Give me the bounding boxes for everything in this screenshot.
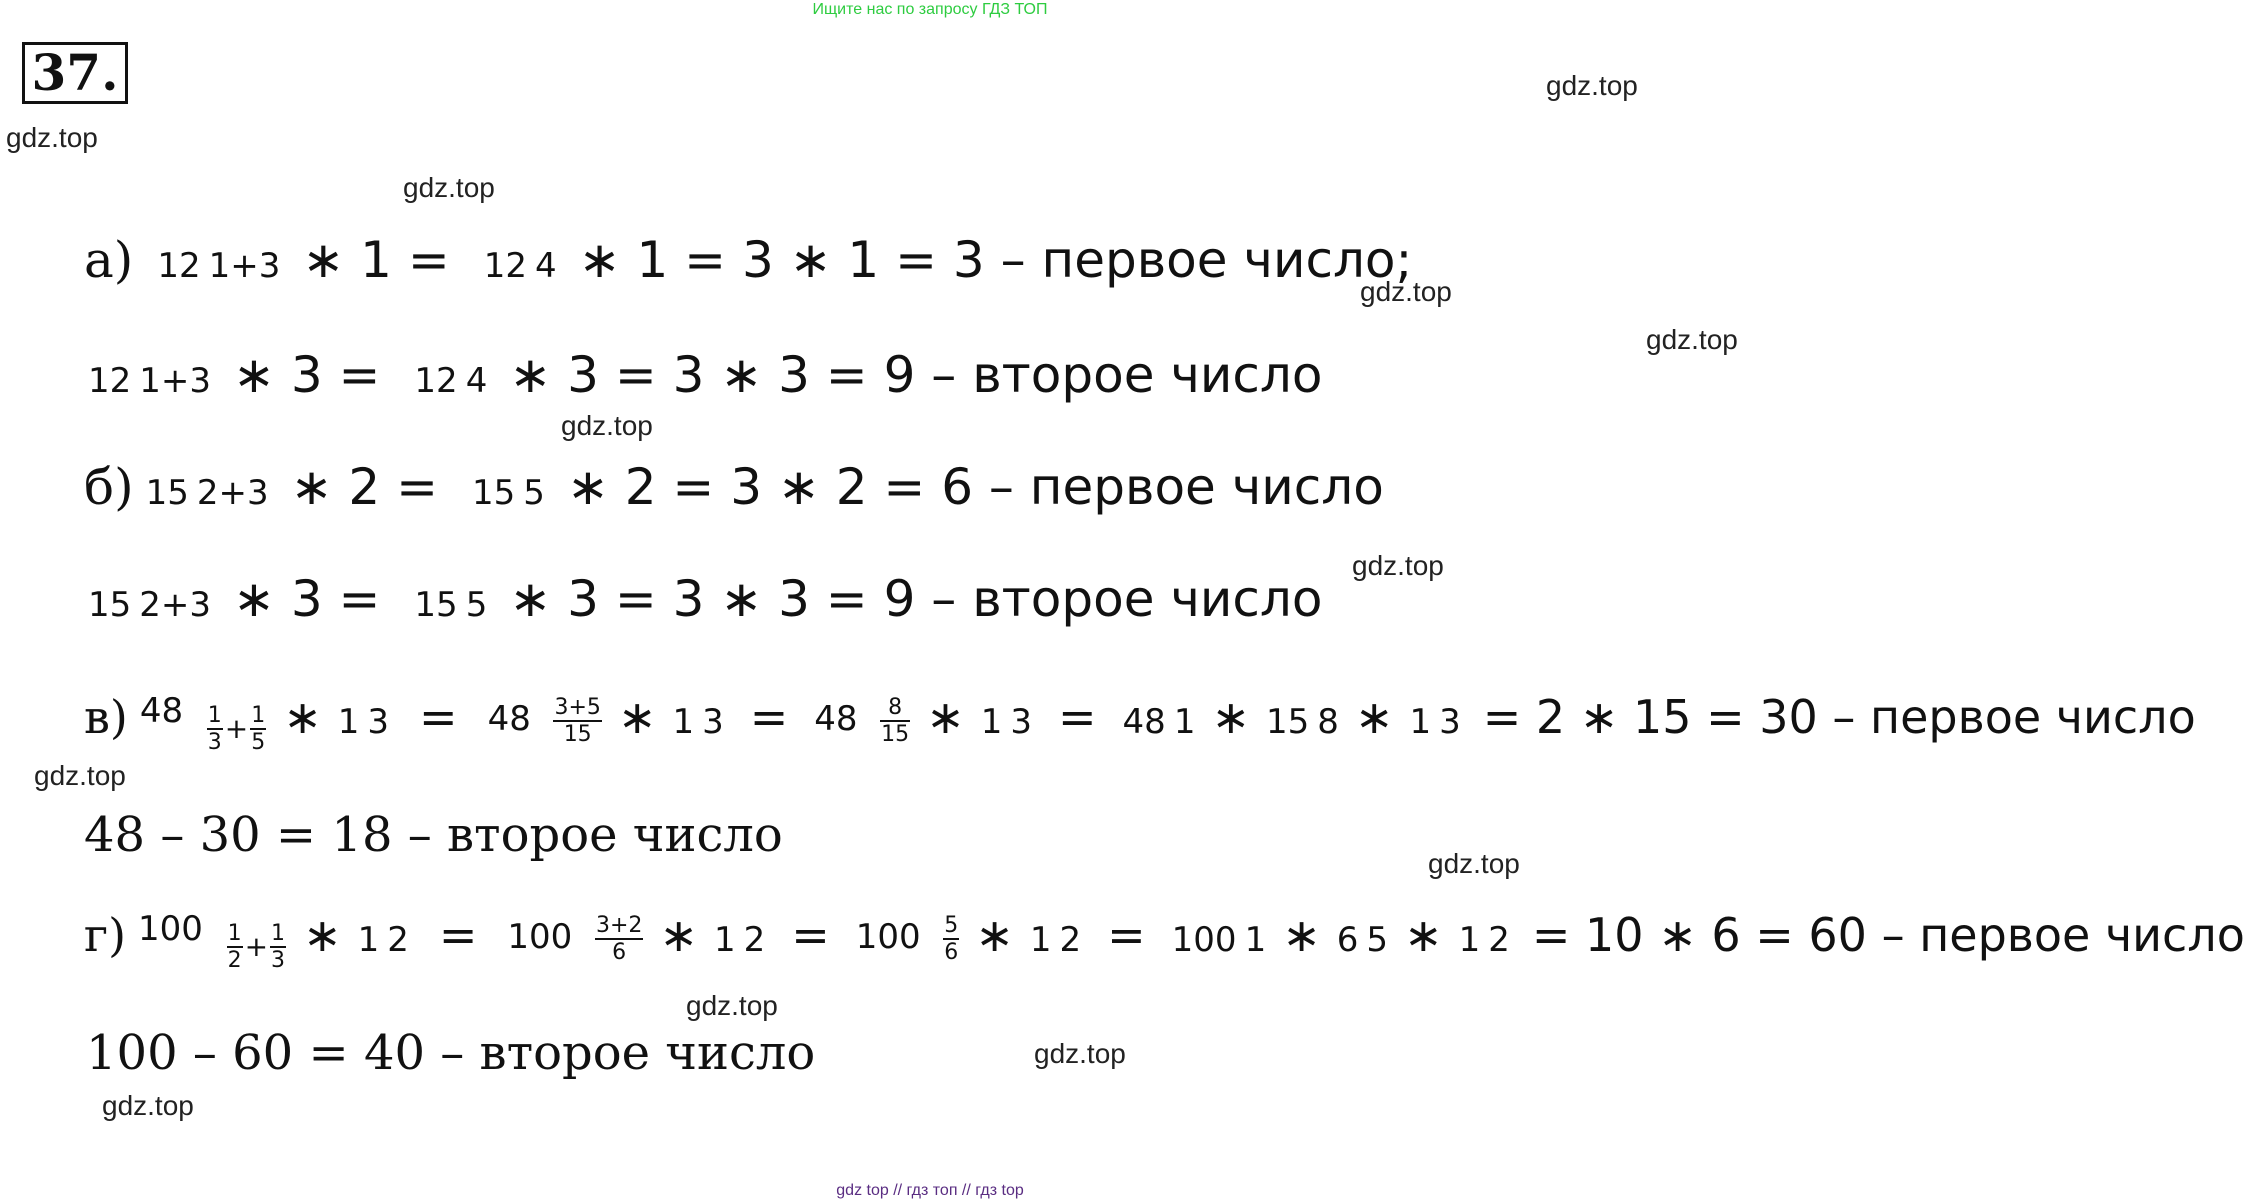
fraction: 12 1+3 (88, 361, 212, 401)
part-label: б) (84, 458, 134, 516)
fraction: 15 5 (472, 473, 545, 513)
multiply-sign: ∗ (659, 908, 698, 962)
equals-sign: = (791, 908, 830, 962)
part-label: в) (84, 690, 128, 744)
multiply-sign: ∗ (1211, 690, 1250, 744)
search-banner: Ищите нас по запросу ГДЗ ТОП (812, 1, 1048, 18)
expression: = 2 ∗ 15 = 30 – первое число (1482, 690, 2196, 744)
watermark: gdz.top (403, 172, 495, 203)
fraction: 15 8 (1266, 702, 1339, 742)
expression: ∗ 3 = 3 ∗ 3 = 9 – второе число (509, 346, 1323, 404)
expression: ∗ 1 = 3 ∗ 1 = 3 – первое число; (578, 231, 1413, 289)
footer-links: gdz top // гдз топ // гдз top (836, 1182, 1024, 1199)
fraction: 100 $\frac{3+2}{6}$ (507, 912, 643, 965)
watermark: gdz.top (1352, 550, 1444, 581)
fraction: 1 3 (672, 702, 724, 742)
expression: ∗ 2 = (290, 458, 439, 516)
part-label: а) (84, 231, 134, 289)
fraction: 15 5 (414, 585, 488, 625)
solution-line-g2 (86, 998, 815, 1108)
multiply-sign: ∗ (1354, 690, 1394, 744)
fraction: 48 $\frac{1}{3}$ + $\frac{1}{5}$ (139, 691, 266, 755)
multiply-sign: ∗ (617, 690, 657, 744)
fraction: 100 $\frac{5}{6}$ (855, 912, 959, 965)
fraction: 1 2 (1029, 920, 1082, 960)
solution-line-v1 (84, 662, 2206, 772)
multiply-sign: ∗ (926, 690, 965, 744)
solution-line-a1 (84, 205, 1422, 315)
fraction: 48 $\frac{3+5}{15}$ (487, 694, 601, 747)
multiply-sign: ∗ (975, 908, 1014, 962)
task-number-box: 37. (22, 42, 128, 104)
multiply-sign: ∗ (1404, 908, 1443, 962)
fraction: 1 3 (337, 702, 390, 742)
solution-line-v2 (84, 780, 783, 890)
expression: ∗ 1 = (302, 231, 450, 289)
fraction: 48 $\frac{8}{15}$ (814, 694, 910, 747)
expression: = 10 ∗ 6 = 60 – первое число (1531, 908, 2245, 962)
equals-sign: = (749, 690, 789, 744)
watermark: gdz.top (6, 122, 98, 153)
fraction: 1 2 (713, 920, 766, 960)
fraction: 100 1 (1171, 920, 1267, 960)
multiply-sign: ∗ (283, 690, 322, 744)
watermark: gdz.top (102, 1090, 194, 1121)
fraction: 48 1 (1122, 702, 1196, 742)
fraction: 15 2+3 (145, 473, 269, 513)
watermark: gdz.top (1546, 70, 1638, 101)
solution-line-a2 (76, 320, 1332, 430)
watermark: gdz.top (561, 410, 653, 441)
multiply-sign: ∗ (303, 908, 342, 962)
solution-line-b1 (84, 432, 1394, 542)
fraction: 12 1+3 (157, 246, 281, 286)
fraction: 15 2+3 (88, 585, 212, 625)
fraction: 12 4 (414, 361, 488, 401)
solution-line-g1 (84, 880, 2255, 990)
multiply-sign: ∗ (1282, 908, 1321, 962)
fraction: 1 2 (357, 920, 409, 960)
expression: ∗ 2 = 3 ∗ 2 = 6 – первое число (566, 458, 1384, 516)
watermark: gdz.top (34, 760, 126, 791)
part-label: г) (84, 908, 127, 962)
equals-sign: = (1107, 908, 1146, 962)
watermark: gdz.top (686, 990, 778, 1021)
equals-sign: = (1058, 690, 1097, 744)
expression: 100 – 60 = 40 – второе число (86, 1025, 816, 1081)
fraction: 6 5 (1336, 920, 1389, 960)
fraction: 1 2 (1458, 920, 1510, 960)
expression: 48 – 30 = 18 – второе число (84, 807, 783, 863)
fraction: 12 4 (483, 246, 557, 286)
expression: ∗ 3 = (233, 346, 381, 404)
fraction: 1 3 (1409, 702, 1461, 742)
expression: ∗ 3 = (233, 570, 381, 628)
watermark: gdz.top (1034, 1038, 1126, 1069)
watermark: gdz.top (1428, 848, 1520, 879)
equals-sign: = (419, 690, 458, 744)
fraction: 1 3 (980, 702, 1032, 742)
watermark: gdz.top (1646, 324, 1738, 355)
watermark: gdz.top (1360, 276, 1452, 307)
solution-line-b2 (76, 544, 1332, 654)
expression: ∗ 3 = 3 ∗ 3 = 9 – второе число (509, 570, 1323, 628)
equals-sign: = (438, 908, 478, 962)
fraction: 100 $\frac{1}{2}$ + $\frac{1}{3}$ (138, 909, 286, 973)
